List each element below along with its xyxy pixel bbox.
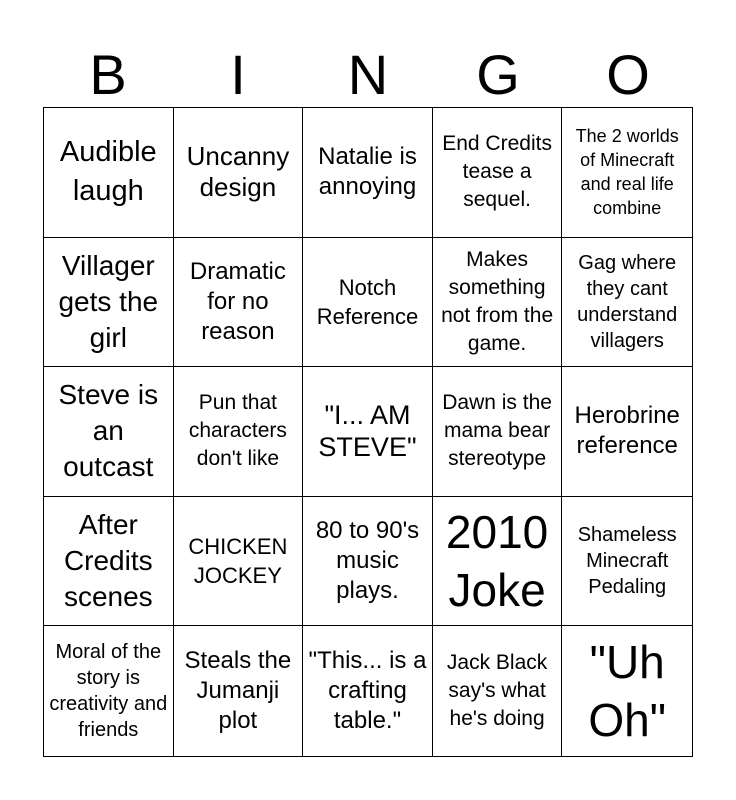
bingo-cell-5-1[interactable] (44, 626, 174, 756)
bingo-cell-3-2[interactable] (174, 367, 304, 497)
bingo-cell-3-4[interactable] (433, 367, 563, 497)
cell-text: Steals the Jumanji plot (184, 647, 292, 735)
header-letter-b: B (89, 43, 127, 106)
cell-text: Jack Black say's what he's doing (446, 651, 548, 731)
header-letter-i: I (230, 43, 246, 106)
bingo-cell-1-5[interactable] (562, 108, 692, 238)
cell-text: "This... is a crafting table." (308, 647, 427, 735)
cell-text: "Uh Oh" (588, 636, 667, 747)
bingo-cell-4-2[interactable] (174, 497, 304, 627)
bingo-cell-3-5[interactable] (562, 367, 692, 497)
cell-text: Moral of the story is creativity and friends (49, 641, 168, 742)
cell-text: Villager gets the girl (58, 249, 159, 353)
cell-text: Audible laugh (59, 136, 157, 208)
cell-text: Gag where they cant understand villagers (577, 251, 678, 352)
cell-text: Makes something not from the game. (441, 247, 554, 355)
bingo-cell-2-1[interactable] (44, 238, 174, 368)
bingo-cell-1-3[interactable] (303, 108, 433, 238)
header-letter-o: O (606, 43, 650, 106)
bingo-cell-4-4[interactable] (433, 497, 563, 627)
cell-text: End Credits tease a sequel. (442, 132, 552, 212)
bingo-cell-2-4[interactable] (433, 238, 563, 368)
bingo-cell-3-1[interactable] (44, 367, 174, 497)
cell-text: Steve is an outcast (58, 379, 159, 483)
bingo-cell-4-3[interactable] (303, 497, 433, 627)
cell-text: Natalie is annoying (318, 143, 417, 201)
cell-text: Shameless Minecraft Pedaling (577, 524, 677, 599)
header-letter-n: N (347, 43, 389, 106)
bingo-cell-3-3[interactable] (303, 367, 433, 497)
cell-text: 80 to 90's music plays. (315, 517, 420, 605)
bingo-cell-5-2[interactable] (174, 626, 304, 756)
bingo-cell-1-4[interactable] (433, 108, 563, 238)
bingo-cell-5-3[interactable] (303, 626, 433, 756)
bingo-cell-2-5[interactable] (562, 238, 692, 368)
bingo-cell-5-4[interactable] (433, 626, 563, 756)
cell-text: Pun that characters don't like (188, 391, 287, 471)
bingo-cell-1-1[interactable] (44, 108, 174, 238)
cell-text: CHICKEN JOCKEY (188, 534, 288, 589)
bingo-header (43, 42, 693, 108)
cell-text: "I... AM STEVE" (318, 400, 417, 463)
header-letter-g: G (476, 43, 520, 106)
cell-text: After Credits scenes (63, 509, 153, 613)
bingo-grid (43, 107, 693, 757)
cell-text: Uncanny design (186, 141, 290, 203)
bingo-cell-2-3[interactable] (303, 238, 433, 368)
cell-text: Dawn is the mama bear stereotype (442, 391, 552, 471)
bingo-cell-2-2[interactable] (174, 238, 304, 368)
cell-text: Dramatic for no reason (189, 257, 286, 345)
cell-text: Herobrine reference (574, 402, 680, 460)
cell-text: The 2 worlds of Minecraft and real life combine (575, 126, 679, 219)
bingo-cell-4-5[interactable] (562, 497, 692, 627)
bingo-cell-5-5[interactable] (562, 626, 692, 756)
cell-text: 2010 Joke (445, 506, 549, 617)
cell-text: Notch Reference (316, 274, 419, 329)
bingo-cell-4-1[interactable] (44, 497, 174, 627)
bingo-cell-1-2[interactable] (174, 108, 304, 238)
